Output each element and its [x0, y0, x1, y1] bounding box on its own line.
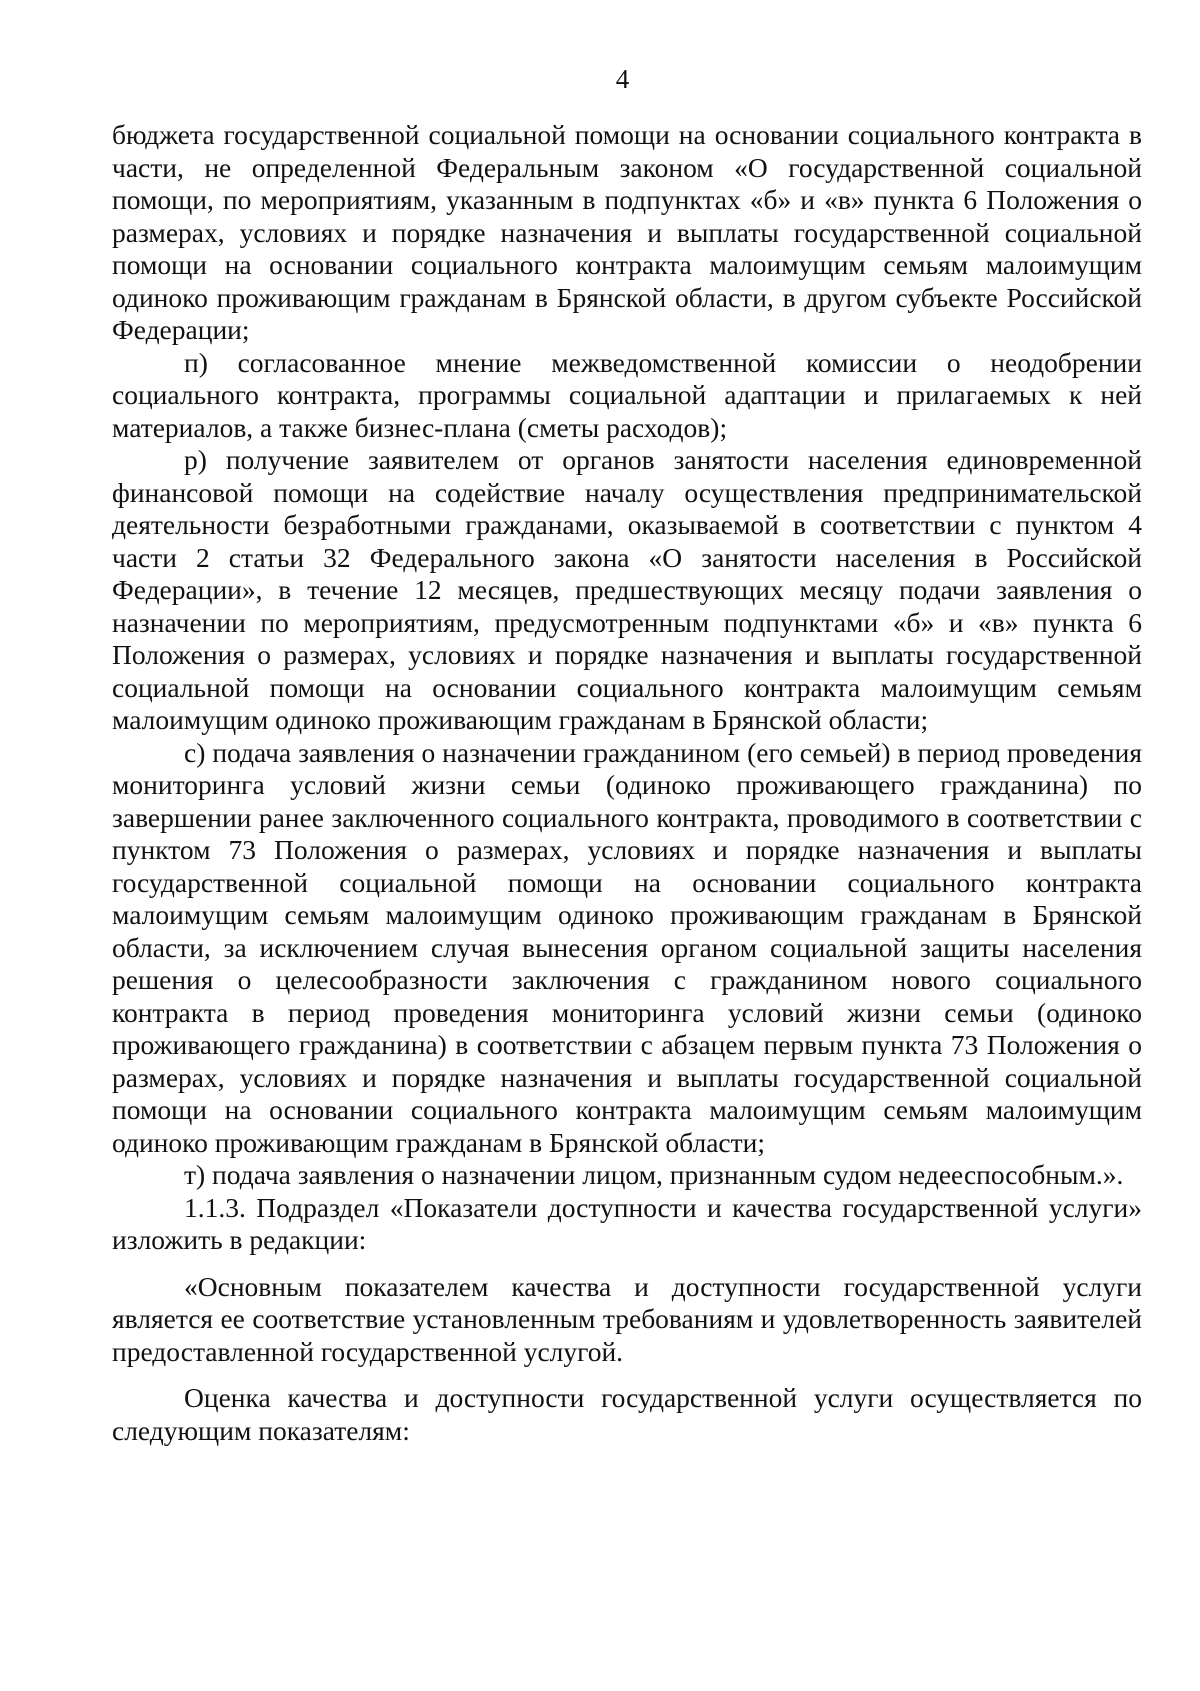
paragraph-budget-continuation: бюджета государственной социальной помощи на основании социального контракта в части, не определенной Федеральным законом «О государственной социальной помощи, по мероприятиям, указанным в подпунктах «б» и «в» пункта 6 Положения о размерах, условиях и порядке назначения и выплаты государственной социальной помощи на основании социального контракта малоимущим семьям малоимущим одиноко проживающим гражданам в Брянской области, в другом субъекте Российской Федерации; [112, 119, 1142, 345]
paragraph-assessment-intro: Оценка качества и доступности государственной услуги осуществляется по следующим показателям: [112, 1382, 1142, 1446]
paragraph-item-t: т) подача заявления о назначении лицом, признанным судом недееспособным.». [184, 1159, 1124, 1190]
paragraph-main-indicator: «Основным показателем качества и доступности государственной услуги является ее соответствие установленным требованиям и удовлетворенность заявителей предоставленной государственной услугой. [112, 1270, 1142, 1367]
paragraph-item-p: п) согласованное мнение межведомственной комиссии о неодобрении социального контракта, программы социальной адаптации и прилагаемых к ней материалов, а также бизнес-плана (сметы расходов); [112, 346, 1142, 443]
paragraph-section-1-1-3: 1.1.3. Подраздел «Показатели доступности и качества государственной услуги» изложить в редакции: [112, 1191, 1142, 1255]
document-body [112, 119, 1142, 1447]
page-number: 4 [615, 64, 630, 94]
paragraph-item-s: с) подача заявления о назначении гражданином (его семьей) в период проведения мониторинга условий жизни семьи (одиноко проживающего гражданина) по завершении ранее заключенного социального контракта, проводимого в соответствии с пунктом 73 Положения о размерах, условиях и порядке назначения и выплаты государственной социальной помощи на основании социального контракта малоимущим семьям малоимущим одиноко проживающим гражданам в Брянской области, за исключением случая вынесения органом социальной защиты населения решения о целесообразности заключения с гражданином нового социального контракта в период проведения мониторинга условий жизни семьи (одиноко проживающего гражданина) в соответствии с абзацем первым пункта 73 Положения о размерах, условиях и порядке назначения и выплаты государственной социальной помощи на основании социального контракта малоимущим семьям малоимущим одиноко проживающим гражданам в Брянской области; [112, 736, 1142, 1158]
paragraph-item-r: р) получение заявителем от органов занятости населения единовременной финансовой помощи на содействие началу осуществления предпринимательской деятельности безработными гражданами, оказываемой в соответствии с пунктом 4 части 2 статьи 32 Федерального закона «О занятости населения в Российской Федерации», в течение 12 месяцев, предшествующих месяцу подачи заявления о назначении по мероприятиям, предусмотренным подпунктами «б» и «в» пункта 6 Положения о размерах, условиях и порядке назначения и выплаты государственной социальной помощи на основании социального контракта малоимущим семьям малоимущим одиноко проживающим гражданам в Брянской области; [112, 444, 1142, 735]
